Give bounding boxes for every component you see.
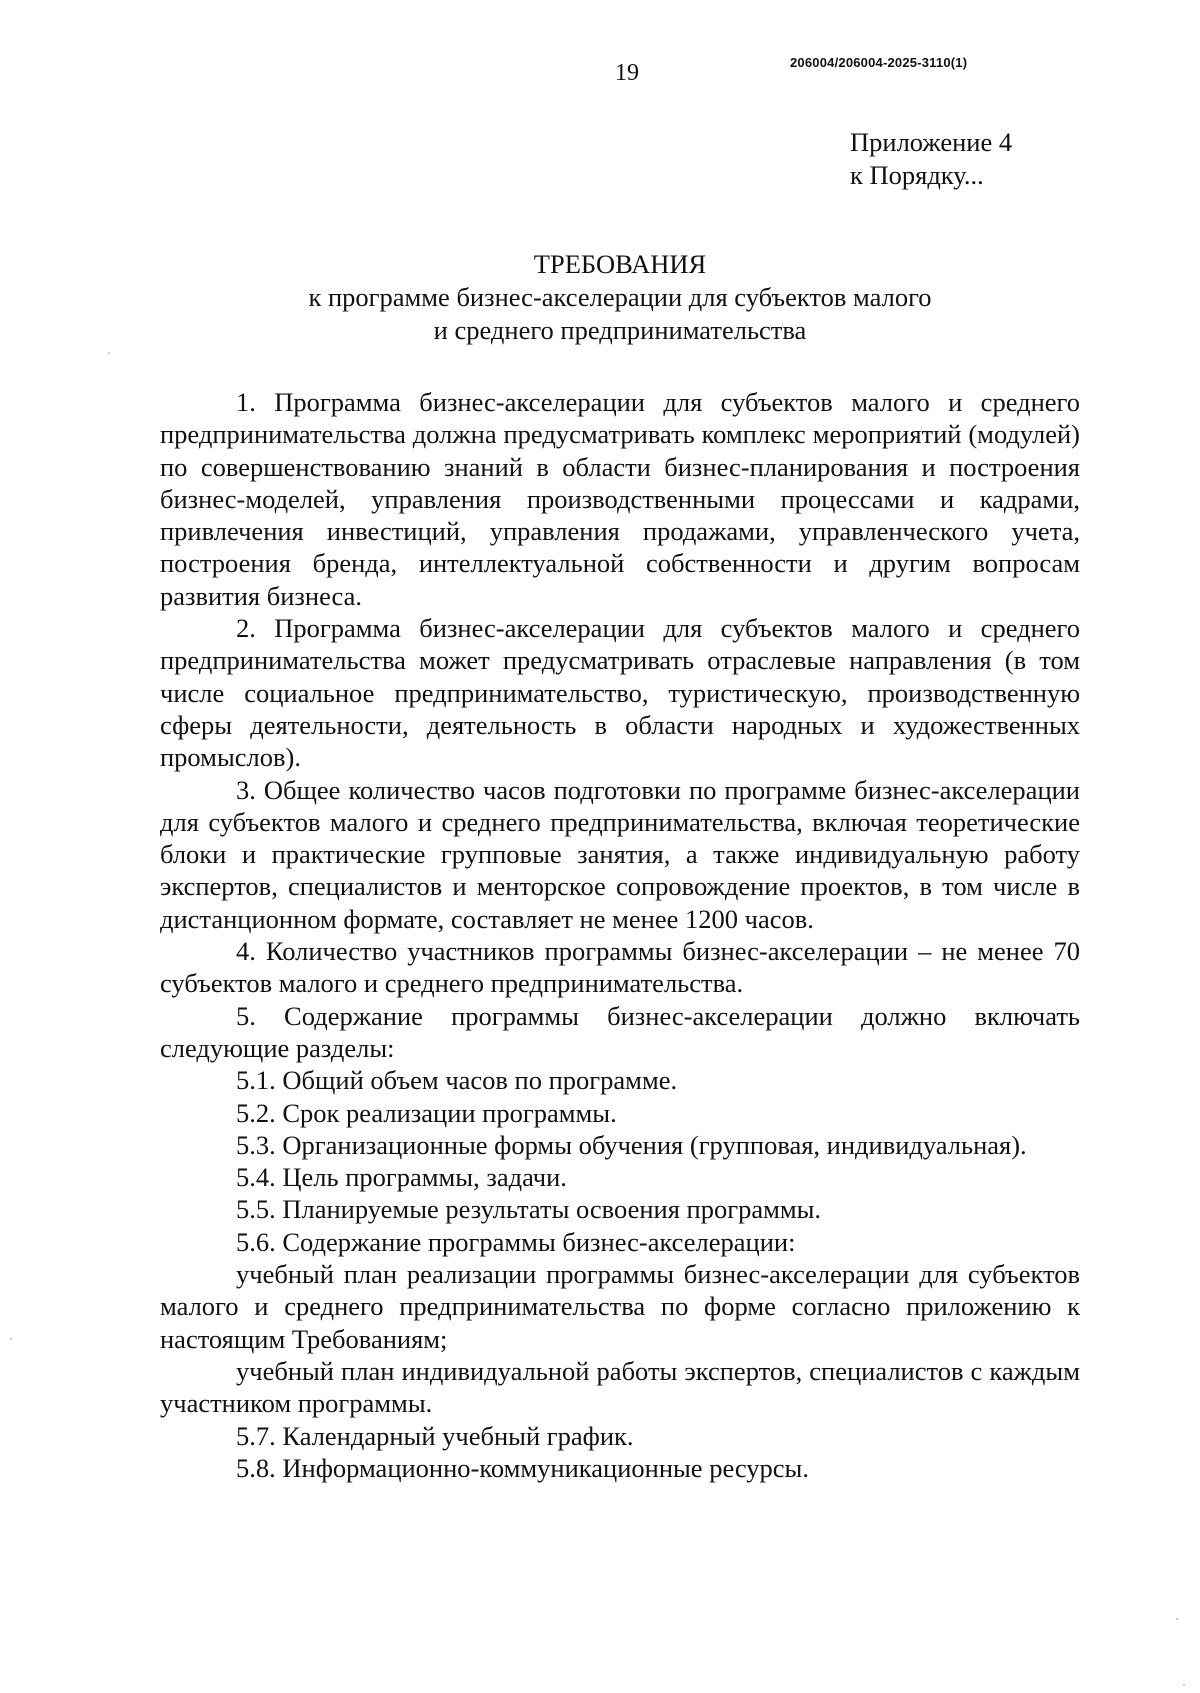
- scan-speck: [1176, 1618, 1178, 1620]
- document-title: [160, 248, 1080, 347]
- document-id: 206004/206004-2025-3110(1): [790, 55, 968, 70]
- title-heading: ТРЕБОВАНИЯ: [533, 249, 707, 279]
- appendix-line-2: к Порядку...: [850, 160, 984, 190]
- paragraph-5-5: 5.5. Планируемые результаты освоения программы.: [236, 1194, 822, 1225]
- paragraph-5-2: 5.2. Срок реализации программы.: [236, 1097, 617, 1128]
- appendix-line-1: Приложение 4: [850, 127, 1013, 157]
- title-subtitle-line-2: и среднего предпринимательства: [433, 315, 807, 345]
- page-number: 19: [615, 60, 639, 86]
- paragraph-5-3: 5.3. Организационные формы обучения (групповая, индивидуальная).: [236, 1129, 1027, 1160]
- appendix-reference: [850, 126, 1012, 192]
- scan-speck: [1183, 1684, 1185, 1686]
- paragraph-3: 3. Общее количество часов подготовки по программе бизнес-акселерации для субъектов малого и среднего предпринимательства, включая теоретические блоки и практические групповые занятия, а также индивидуальную работу экспертов, специалистов и менторское сопровождение проектов, в том числе в дистанционном формате, составляет не менее 1200 часов.: [160, 774, 1080, 934]
- paragraph-5-6: 5.6. Содержание программы бизнес-акселерации:: [236, 1226, 796, 1257]
- paragraph-5-4: 5.4. Цель программы, задачи.: [236, 1162, 567, 1193]
- paragraph-1: 1. Программа бизнес-акселерации для субъектов малого и среднего предпринимательства должна предусматривать комплекс мероприятий (модулей) по совершенствованию знаний в области бизнес-планирования и построения бизнес-моделей, управления производственными процессами и кадрами, привлечения инвестиций, управления продажами, управленческого учета, построения бренда, интеллектуальной собственности и другим вопросам развития бизнеса.: [160, 387, 1080, 611]
- paragraph-4: 4. Количество участников программы бизнес-акселерации – не менее 70 субъектов малого и среднего предпринимательства.: [160, 936, 1080, 999]
- scan-speck: [10, 1338, 12, 1340]
- title-subtitle-line-1: к программе бизнес-акселерации для субъектов малого: [308, 282, 932, 312]
- scan-speck: [108, 352, 110, 354]
- paragraph-5: 5. Содержание программы бизнес-акселерации должно включать следующие разделы:: [160, 1000, 1080, 1063]
- paragraph-5-8: 5.8. Информационно-коммуникационные ресурсы.: [236, 1452, 809, 1483]
- paragraph-5-1: 5.1. Общий объем часов по программе.: [236, 1065, 678, 1096]
- paragraph-5-7: 5.7. Календарный учебный график.: [236, 1420, 634, 1451]
- paragraph-5-6-b: учебный план индивидуальной работы экспертов, специалистов с каждым участником программы.: [160, 1355, 1080, 1419]
- paragraph-2: 2. Программа бизнес-акселерации для субъектов малого и среднего предпринимательства может предусматривать отраслевые направления (в том числе социальное предпринимательство, туристическую, производственную сферы деятельности, деятельность в области народных и художественных промыслов).: [160, 613, 1080, 773]
- paragraph-5-6-a: учебный план реализации программы бизнес-акселерации для субъектов малого и среднего предпринимательства по форме согласно приложению к настоящим Требованиям;: [160, 1259, 1080, 1354]
- document-body: [160, 386, 1080, 1484]
